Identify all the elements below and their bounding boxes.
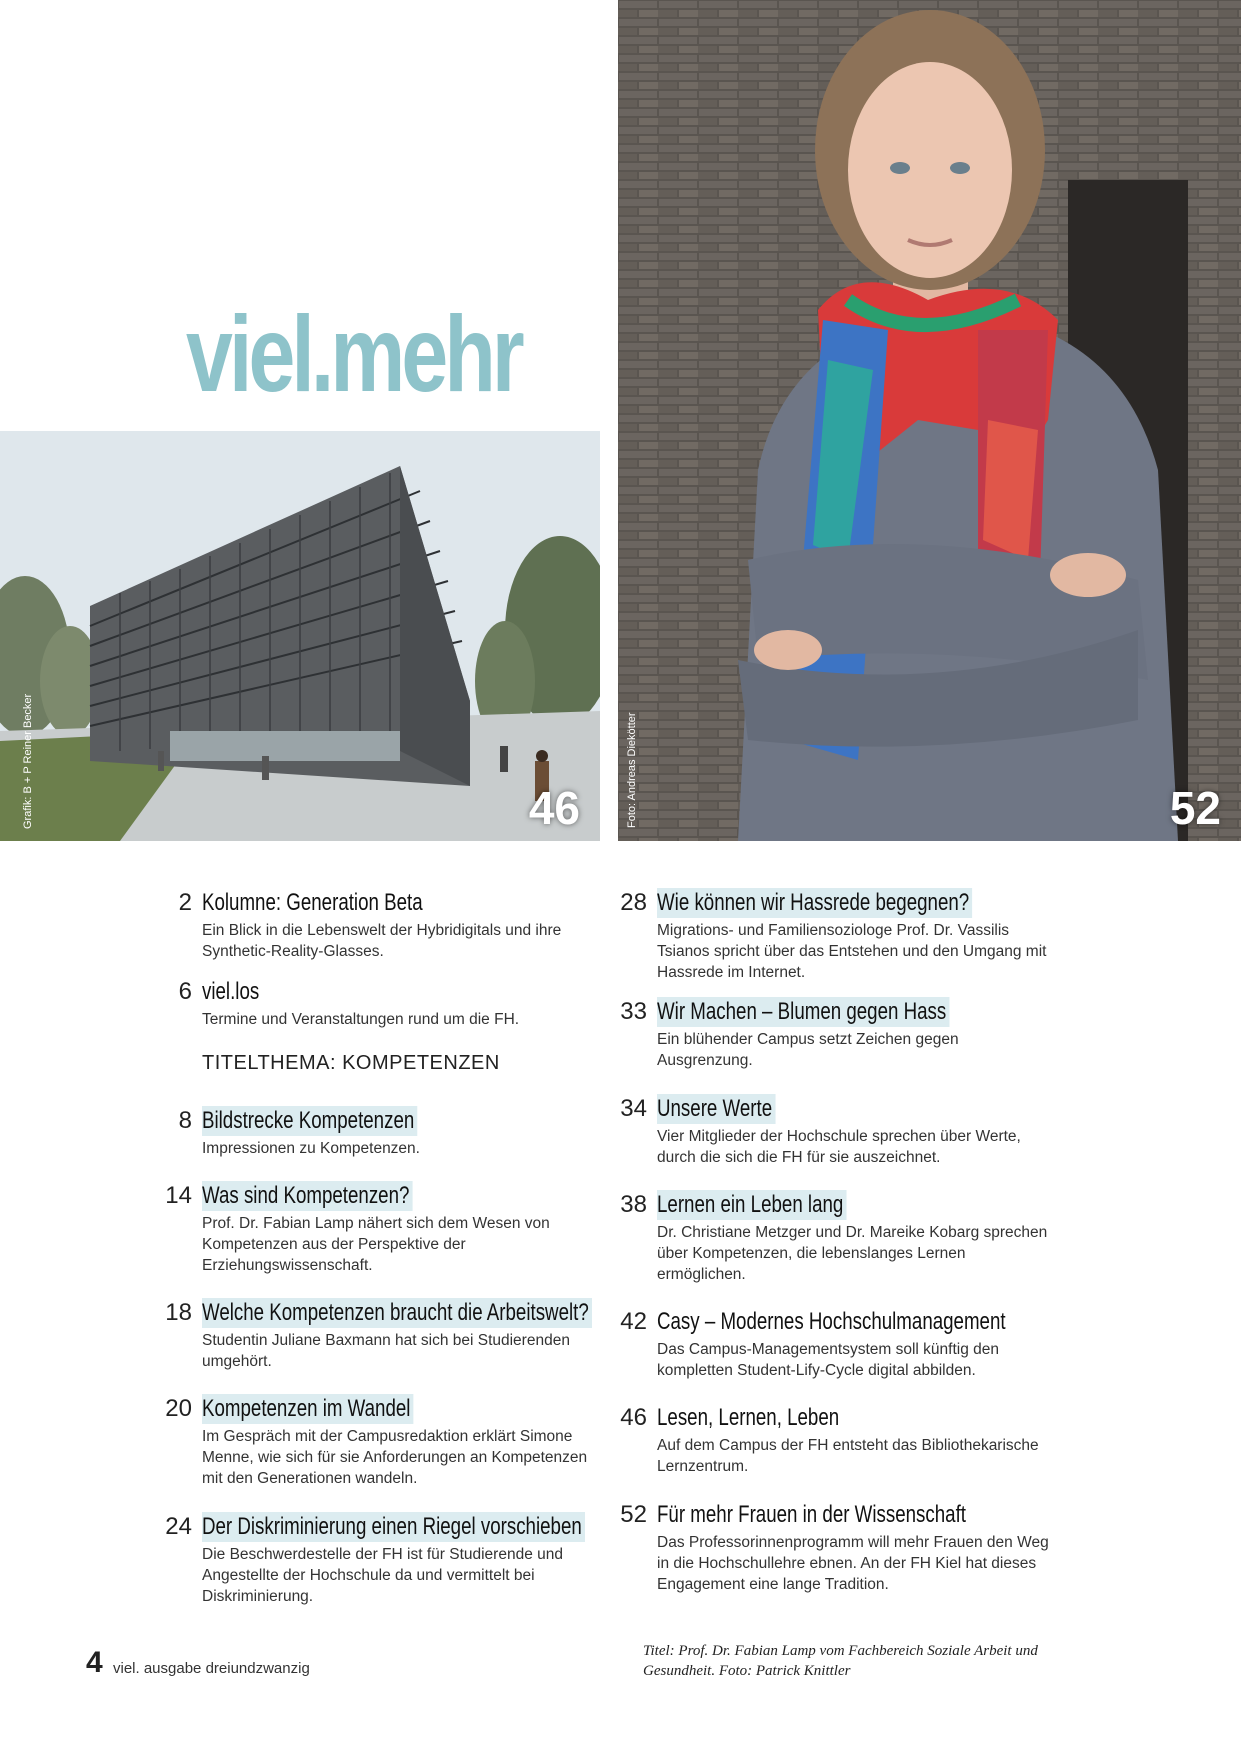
- toc-page-number: 14: [165, 1182, 192, 1209]
- toc-title[interactable]: Kompetenzen im Wandel: [202, 1394, 414, 1424]
- building-illustration: [0, 431, 600, 841]
- toc-title[interactable]: Lernen ein Leben lang: [657, 1190, 846, 1220]
- toc-page-number: 33: [620, 998, 647, 1025]
- toc-title[interactable]: Wie können wir Hassrede begegnen?: [657, 888, 972, 918]
- toc-entry[interactable]: [178, 1106, 602, 1159]
- toc-description: Die Beschwerdestelle der FH ist für Studierende und Angestellte der Hochschule da und vermittelt bei Diskriminierung.: [202, 1546, 563, 1605]
- toc-page-number: 18: [165, 1299, 192, 1326]
- toc-title[interactable]: Kolumne: Generation Beta: [202, 889, 423, 916]
- toc-entry[interactable]: [178, 888, 602, 962]
- toc-page-number: 20: [165, 1395, 192, 1422]
- toc-title[interactable]: Für mehr Frauen in der Wissenschaft: [657, 1501, 966, 1528]
- toc-entry[interactable]: [620, 1190, 1057, 1285]
- toc-description: Auf dem Campus der FH entsteht das Bibliothekarische Lernzentrum.: [657, 1437, 1039, 1475]
- toc-description: Prof. Dr. Fabian Lamp nähert sich dem Wesen von Kompetenzen aus der Perspektive der Erziehungswissenschaft.: [202, 1215, 550, 1274]
- building-page-number: 46: [528, 782, 580, 834]
- footer-issue: viel. ausgabe dreiundzwanzig: [113, 1660, 310, 1677]
- toc-page-number: 2: [178, 889, 192, 916]
- toc-description: Das Professorinnenprogramm will mehr Frauen den Weg in die Hochschullehre ebnen. An der FH Kiel hat dieses Engagement eine lange Tradition.: [657, 1534, 1049, 1593]
- toc-entry[interactable]: [620, 1403, 1057, 1477]
- toc-entry[interactable]: [165, 1394, 602, 1489]
- toc-description: Vier Mitglieder der Hochschule sprechen über Werte, durch die sich die FH für sie auszeichnet.: [657, 1128, 1021, 1166]
- toc-description: Migrations- und Familiensoziologe Prof. Dr. Vassilis Tsianos spricht über das Entstehen und den Umgang mit Hassrede im Internet.: [657, 922, 1047, 981]
- footer-page-number: 4: [86, 1646, 103, 1679]
- toc-title[interactable]: Unsere Werte: [657, 1094, 775, 1124]
- toc-entry[interactable]: [620, 1094, 1057, 1168]
- toc-page-number: 52: [620, 1501, 647, 1528]
- toc-description: Termine und Veranstaltungen rund um die FH.: [202, 1011, 520, 1028]
- building-photo-credit: Grafik: B + P Reiner Becker: [22, 693, 34, 829]
- toc-page-number: 28: [620, 889, 647, 916]
- toc-description: Das Campus-Managementsystem soll künftig den kompletten Student-Lify-Cycle digital abbilden.: [657, 1341, 1000, 1379]
- toc-description: Impressionen zu Kompetenzen.: [202, 1140, 420, 1157]
- toc-description: Im Gespräch mit der Campusredaktion erklärt Simone Menne, wie sich für sie Anforderungen an Kompetenzen mit den Generationen wandeln.: [202, 1428, 588, 1487]
- toc-page-number: 38: [620, 1191, 647, 1218]
- toc-title[interactable]: Bildstrecke Kompetenzen: [202, 1106, 417, 1136]
- toc-entry[interactable]: [620, 1500, 1057, 1595]
- toc-title[interactable]: Was sind Kompetenzen?: [202, 1181, 413, 1211]
- portrait-photo: [618, 0, 1241, 841]
- toc-page-number: 46: [620, 1404, 647, 1431]
- toc-title[interactable]: Der Diskriminierung einen Riegel vorschieben: [202, 1512, 585, 1542]
- toc-entry[interactable]: [165, 1512, 602, 1607]
- toc-page-number: 24: [165, 1513, 192, 1540]
- toc-description: Ein blühender Campus setzt Zeichen gegen Ausgrenzung.: [657, 1031, 959, 1069]
- toc-page-number: 42: [620, 1308, 647, 1335]
- toc-description: Dr. Christiane Metzger und Dr. Mareike Kobarg sprechen über Kompetenzen, die lebenslanges Lernen ermöglichen.: [657, 1224, 1048, 1283]
- toc-description: Ein Blick in die Lebenswelt der Hybridigitals und ihre Synthetic-Reality-Glasses.: [202, 922, 562, 960]
- portrait-photo-credit: Foto: Andreas Diekötter: [626, 712, 638, 828]
- toc-title[interactable]: Casy – Modernes Hochschulmanagement: [657, 1308, 1006, 1335]
- section-heading: TITELTHEMA: KOMPETENZEN: [202, 1052, 500, 1074]
- toc-entry[interactable]: [165, 1181, 602, 1276]
- toc-page-number: 6: [178, 978, 192, 1005]
- toc-title[interactable]: Lesen, Lernen, Leben: [657, 1404, 840, 1431]
- toc-entry[interactable]: [620, 888, 1057, 983]
- magazine-title: viel.mehr: [186, 293, 521, 414]
- toc-description: Studentin Juliane Baxmann hat sich bei Studierenden umgehört.: [202, 1332, 570, 1370]
- toc-entry[interactable]: [165, 1298, 602, 1372]
- toc-entry[interactable]: [178, 977, 602, 1030]
- toc-entry[interactable]: [620, 1307, 1057, 1381]
- toc-title[interactable]: viel.los: [202, 978, 260, 1005]
- toc-page-number: 34: [620, 1095, 647, 1122]
- building-photo: [0, 431, 600, 841]
- toc-title[interactable]: Wir Machen – Blumen gegen Hass: [657, 997, 949, 1027]
- portrait-illustration: [618, 0, 1241, 841]
- toc-page-number: 8: [178, 1107, 192, 1134]
- toc-title[interactable]: Welche Kompetenzen braucht die Arbeitswelt?: [202, 1298, 592, 1328]
- toc-entry[interactable]: [620, 997, 1057, 1071]
- cover-credit: Titel: Prof. Dr. Fabian Lamp vom Fachbereich Soziale Arbeit und Gesundheit. Foto: Patrick Knittler: [643, 1643, 1038, 1679]
- portrait-page-number: 52: [1169, 782, 1221, 834]
